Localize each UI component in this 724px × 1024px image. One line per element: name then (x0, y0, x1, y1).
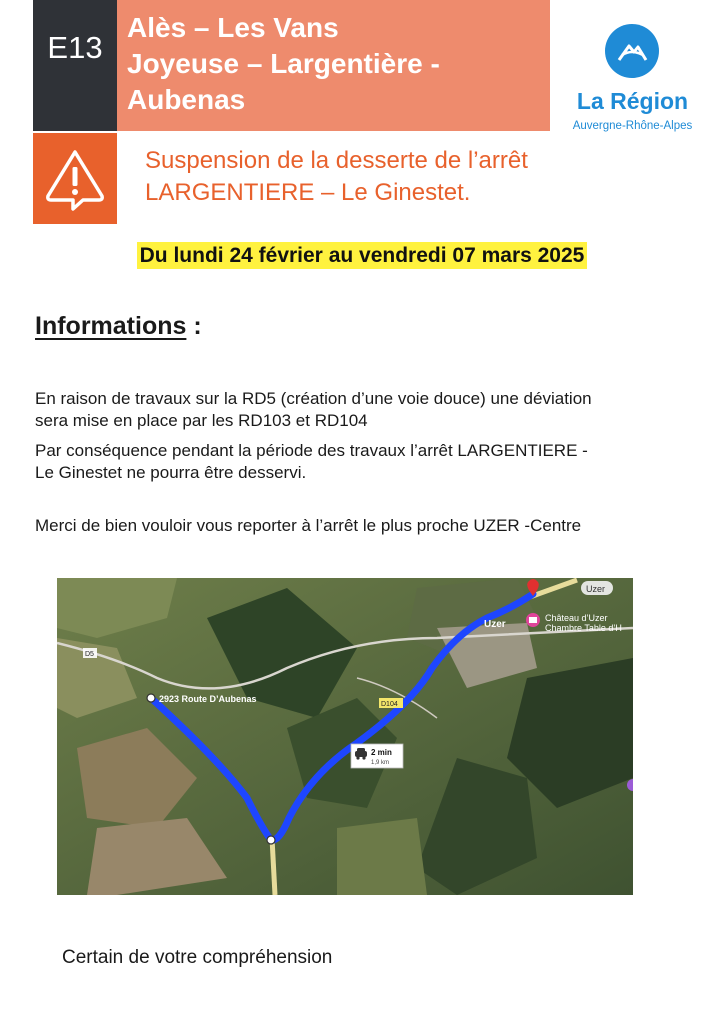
road-d5-text: D5 (85, 651, 94, 658)
paragraph-deviation-line-2: sera mise en place par les RD103 et RD104 (35, 411, 368, 430)
period-text: Du lundi 24 février au vendredi 07 mars 2025 (137, 242, 588, 269)
origin-marker (147, 694, 155, 702)
road-d104-text: D104 (381, 701, 398, 708)
duration-text: 2 min (371, 748, 392, 757)
route-banner (117, 0, 550, 131)
mountain-logo-icon (605, 24, 659, 78)
info-heading (35, 312, 202, 341)
town-label: Uzer (484, 619, 506, 630)
route-line-1: Alès – Les Vans (127, 12, 339, 43)
line-code: E13 (47, 30, 103, 65)
closing-text: Certain de votre compréhension (62, 947, 333, 968)
period-banner (0, 244, 724, 268)
poi-label-2: Chambre Table d’H (545, 623, 622, 633)
route-waypoint (267, 836, 275, 844)
poi-label-1: Château d’Uzer (545, 613, 608, 623)
info-heading-label: Informations (35, 312, 187, 340)
paragraph-consequence (35, 440, 685, 484)
route-line-3: Aubenas (127, 84, 246, 115)
road-d104-label (379, 698, 403, 708)
route-line-2: Joyeuse – Largentière - (127, 48, 440, 79)
alert-box (33, 133, 117, 224)
paragraph-consequence-line-2: Le Ginestet ne pourra être desservi. (35, 463, 307, 482)
map-canvas (57, 578, 633, 895)
route-map (57, 578, 633, 895)
road-d5-label (83, 648, 97, 658)
paragraph-deviation-line-1: En raison de travaux sur la RD5 (création d’une voie douce) une déviation (35, 389, 592, 408)
duration-callout (351, 744, 403, 768)
paragraph-alternative-stop: Merci de bien vouloir vous reporter à l’arrêt le plus proche UZER -Centre (35, 516, 582, 535)
region-subtitle: Auvergne-Rhône-Alpes (572, 120, 693, 132)
poi-marker-icon (526, 613, 540, 627)
region-logo (560, 18, 705, 138)
alert-title (145, 145, 705, 209)
alert-title-line-1: Suspension de la desserte de l’arrêt (145, 147, 528, 174)
line-code-badge (33, 0, 117, 131)
origin-label: 2923 Route D’Aubenas (159, 694, 257, 704)
distance-text: 1,9 km (371, 760, 390, 766)
info-heading-colon: : (186, 312, 202, 340)
region-name: La Région (576, 88, 689, 114)
uzer-badge (581, 581, 613, 595)
paragraph-deviation (35, 388, 685, 432)
uzer-badge-label: Uzer (586, 584, 606, 594)
alert-title-line-2: LARGENTIERE – Le Ginestet. (145, 179, 471, 206)
paragraph-consequence-line-1: Par conséquence pendant la période des travaux l’arrêt LARGENTIERE - (35, 441, 588, 460)
warning-icon (43, 146, 107, 212)
